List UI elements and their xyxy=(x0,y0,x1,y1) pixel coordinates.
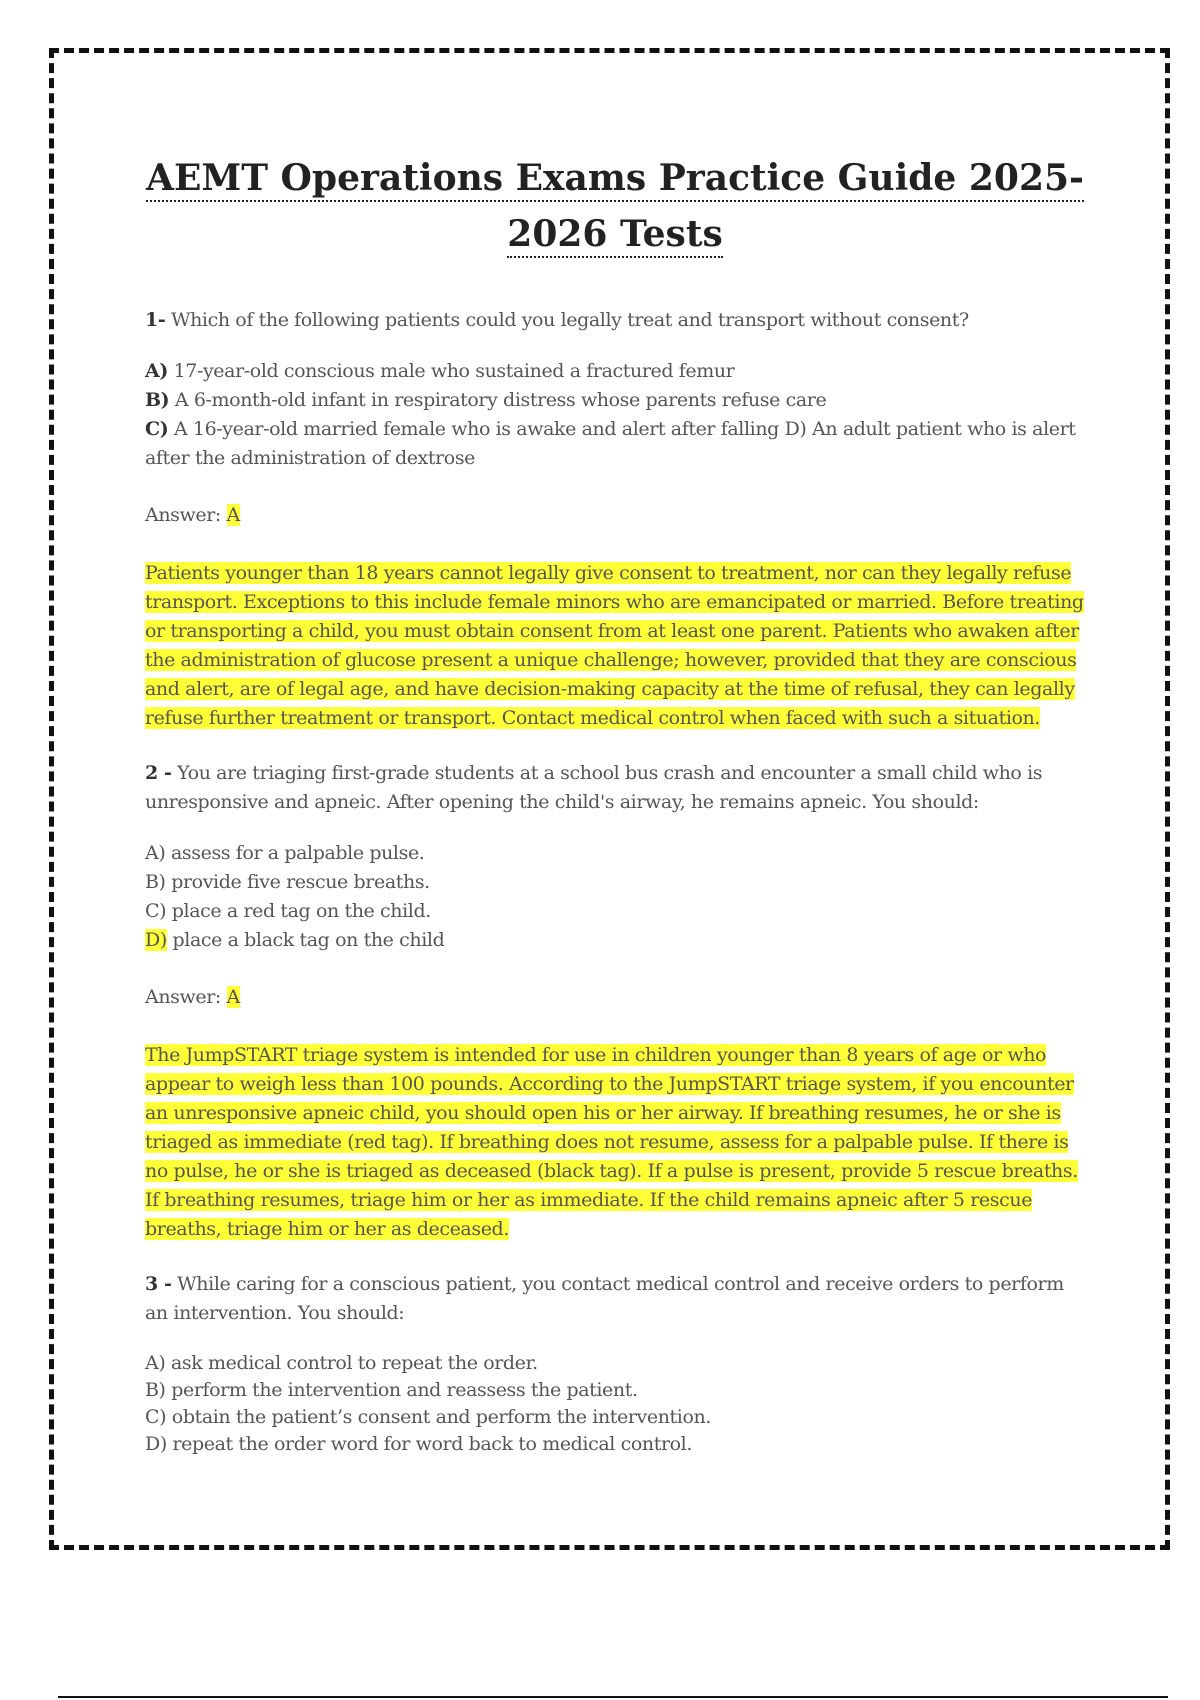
footer-rule xyxy=(58,1696,1168,1698)
option-c xyxy=(145,1404,1085,1431)
answer-value: A xyxy=(226,504,240,526)
option-text: ask medical control to repeat the order. xyxy=(165,1352,538,1374)
option-c xyxy=(145,415,1085,473)
option-letter: B) xyxy=(145,389,170,411)
option-b xyxy=(145,386,1085,415)
question-text xyxy=(145,759,1085,817)
option-text: 17-year-old conscious male who sustained a fractured femur xyxy=(167,360,735,382)
option-text: obtain the patient’s consent and perform the intervention. xyxy=(166,1406,711,1428)
option-letter: A) xyxy=(145,842,166,864)
answer-label: Answer: xyxy=(145,504,227,526)
option-d xyxy=(145,926,1085,955)
option-letter: B) xyxy=(145,1379,166,1401)
answer-label: Answer: xyxy=(145,986,227,1008)
question-1 xyxy=(145,306,1085,733)
option-text: provide five rescue breaths. xyxy=(165,871,430,893)
option-c xyxy=(145,897,1085,926)
option-text: assess for a palpable pulse. xyxy=(165,842,425,864)
option-list xyxy=(145,1350,1085,1458)
option-letter: C) xyxy=(145,418,169,440)
explanation xyxy=(145,559,1085,733)
option-text: place a black tag on the child xyxy=(166,929,445,951)
option-letter: D) xyxy=(145,929,167,951)
answer-line xyxy=(145,983,1085,1012)
document-body xyxy=(145,150,1085,1458)
option-text: place a red tag on the child. xyxy=(166,900,431,922)
question-3 xyxy=(145,1270,1085,1458)
explanation-text: Patients younger than 18 years cannot legally give consent to treatment, nor can they legally refuse transport. Exceptions to this include female minors who are emancipated or married. Before treating or transporting a child, you must obtain consent from at least one parent. Patients who awaken after the administration of glucose present a unique challenge; however, provided that they are conscious and alert, are of legal age, and have decision-making capacity at the time of refusal, they can legally refuse further treatment or transport. Contact medical control when faced with such a situation. xyxy=(145,562,1084,729)
option-d xyxy=(145,1431,1085,1458)
question-prompt: While caring for a conscious patient, you contact medical control and receive orders to perform an intervention. You should: xyxy=(145,1273,1064,1324)
option-a xyxy=(145,1350,1085,1377)
option-text: A 16-year-old married female who is awake and alert after falling D) An adult patient who is alert after the administration of dextrose xyxy=(145,418,1076,469)
question-number: 1- xyxy=(145,309,166,331)
explanation-text: The JumpSTART triage system is intended for use in children younger than 8 years of age or who appear to weigh less than 100 pounds. According to the JumpSTART triage system, if you encounter an unresponsive apneic child, you should open his or her airway. If breathing resumes, he or she is triaged as immediate (red tag). If breathing does not resume, assess for a palpable pulse. If there is no pulse, he or she is triaged as deceased (black tag). If a pulse is present, provide 5 rescue breaths. If breathing resumes, triage him or her as immediate. If the child remains apneic after 5 rescue breaths, triage him or her as deceased. xyxy=(145,1044,1078,1240)
option-letter: D) xyxy=(145,1433,167,1455)
answer-value: A xyxy=(226,986,240,1008)
option-letter: C) xyxy=(145,1406,167,1428)
question-prompt: Which of the following patients could you legally treat and transport without consent? xyxy=(165,309,969,331)
answer-line xyxy=(145,501,1085,530)
option-letter: C) xyxy=(145,900,167,922)
explanation xyxy=(145,1041,1085,1244)
option-b xyxy=(145,868,1085,897)
question-2 xyxy=(145,759,1085,1244)
option-a xyxy=(145,839,1085,868)
option-list xyxy=(145,839,1085,955)
option-list xyxy=(145,357,1085,473)
question-text xyxy=(145,1270,1085,1328)
option-letter: B) xyxy=(145,871,166,893)
option-b xyxy=(145,1377,1085,1404)
option-letter: A) xyxy=(145,360,168,382)
option-text: perform the intervention and reassess the patient. xyxy=(165,1379,638,1401)
question-text xyxy=(145,306,1085,335)
question-prompt: You are triaging first-grade students at a school bus crash and encounter a small child who is unresponsive and apneic. After opening the child's airway, he remains apneic. You should: xyxy=(145,762,1043,813)
title-line-2: 2026 Tests xyxy=(507,213,722,258)
option-a xyxy=(145,357,1085,386)
option-text: A 6-month-old infant in respiratory distress whose parents refuse care xyxy=(169,389,827,411)
question-number: 3 - xyxy=(145,1273,172,1295)
option-letter: A) xyxy=(145,1352,166,1374)
question-number: 2 - xyxy=(145,762,172,784)
document-title xyxy=(145,150,1085,262)
option-text: repeat the order word for word back to medical control. xyxy=(166,1433,692,1455)
title-line-1: AEMT Operations Exams Practice Guide 2025- xyxy=(146,157,1084,202)
